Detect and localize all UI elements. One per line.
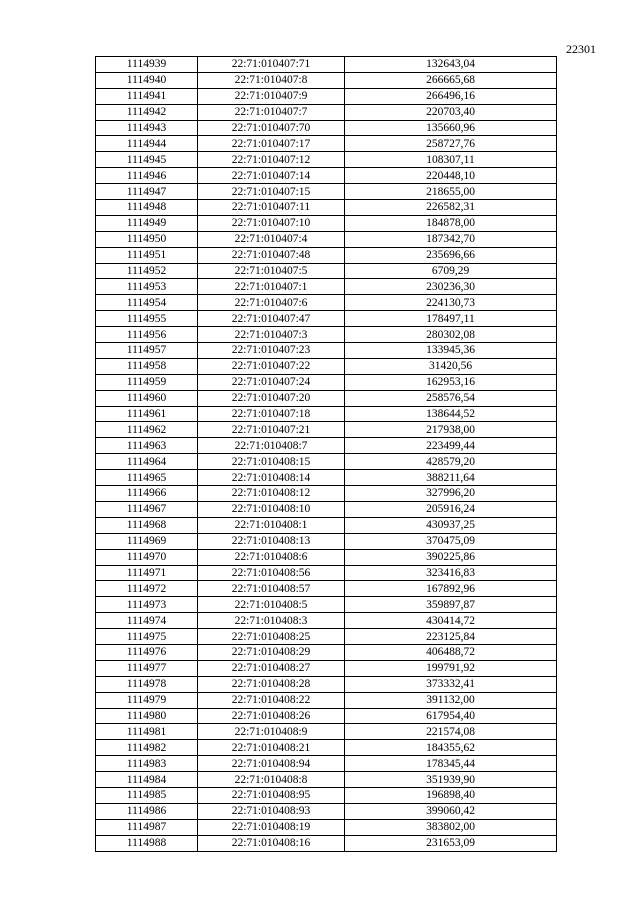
cadastral-number-cell: 22:71:010408:94 [198,756,345,772]
table-row [96,660,557,676]
record-number-cell: 1114974 [96,613,198,629]
value-cell: 221574,08 [345,724,557,740]
value-cell: 220703,40 [345,104,557,120]
record-number-cell: 1114954 [96,295,198,311]
cadastral-number-cell: 22:71:010407:24 [198,374,345,390]
record-number-cell: 1114955 [96,311,198,327]
record-number-cell: 1114986 [96,803,198,819]
table-row [96,438,557,454]
record-number-cell: 1114958 [96,358,198,374]
record-number-cell: 1114952 [96,263,198,279]
value-cell: 135660,96 [345,120,557,136]
table-row [96,692,557,708]
value-cell: 178497,11 [345,311,557,327]
cadastral-number-cell: 22:71:010408:27 [198,660,345,676]
value-cell: 323416,83 [345,565,557,581]
table-row [96,835,557,851]
cadastral-number-cell: 22:71:010408:93 [198,803,345,819]
table-row [96,787,557,803]
value-cell: 220448,10 [345,168,557,184]
cadastral-number-cell: 22:71:010407:22 [198,358,345,374]
value-cell: 373332,41 [345,676,557,692]
cadastral-number-cell: 22:71:010408:22 [198,692,345,708]
value-cell: 231653,09 [345,835,557,851]
record-number-cell: 1114945 [96,152,198,168]
record-number-cell: 1114979 [96,692,198,708]
value-cell: 391132,00 [345,692,557,708]
table-row [96,803,557,819]
cadastral-number-cell: 22:71:010408:6 [198,549,345,565]
table-row [96,374,557,390]
record-number-cell: 1114941 [96,88,198,104]
record-number-cell: 1114959 [96,374,198,390]
cadastral-number-cell: 22:71:010407:18 [198,406,345,422]
record-number-cell: 1114963 [96,438,198,454]
table-row [96,57,557,73]
value-cell: 184878,00 [345,215,557,231]
cadastral-number-cell: 22:71:010407:20 [198,390,345,406]
cadastral-number-cell: 22:71:010407:15 [198,184,345,200]
record-number-cell: 1114943 [96,120,198,136]
table-row [96,406,557,422]
table-row [96,358,557,374]
record-number-cell: 1114939 [96,57,198,73]
record-number-cell: 1114988 [96,835,198,851]
value-cell: 266665,68 [345,72,557,88]
table-row [96,470,557,486]
table-row [96,120,557,136]
table-row [96,152,557,168]
table-row [96,279,557,295]
value-cell: 6709,29 [345,263,557,279]
record-number-cell: 1114987 [96,819,198,835]
table-row [96,613,557,629]
value-cell: 178345,44 [345,756,557,772]
cadastral-number-cell: 22:71:010408:10 [198,501,345,517]
value-cell: 266496,16 [345,88,557,104]
value-cell: 199791,92 [345,660,557,676]
record-number-cell: 1114982 [96,740,198,756]
record-number-cell: 1114969 [96,533,198,549]
cadastral-number-cell: 22:71:010408:95 [198,787,345,803]
cadastral-number-cell: 22:71:010407:17 [198,136,345,152]
cadastral-number-cell: 22:71:010408:29 [198,644,345,660]
value-cell: 280302,08 [345,327,557,343]
cadastral-number-cell: 22:71:010407:10 [198,215,345,231]
table-row [96,644,557,660]
table-row [96,581,557,597]
value-cell: 218655,00 [345,184,557,200]
value-cell: 223499,44 [345,438,557,454]
cadastral-number-cell: 22:71:010407:14 [198,168,345,184]
cadastral-number-cell: 22:71:010408:21 [198,740,345,756]
cadastral-number-cell: 22:71:010408:13 [198,533,345,549]
table-row [96,168,557,184]
table-row [96,676,557,692]
value-cell: 258727,76 [345,136,557,152]
record-number-cell: 1114971 [96,565,198,581]
cadastral-number-cell: 22:71:010408:56 [198,565,345,581]
cadastral-number-cell: 22:71:010407:47 [198,311,345,327]
cadastral-number-cell: 22:71:010408:7 [198,438,345,454]
record-number-cell: 1114967 [96,501,198,517]
value-cell: 359897,87 [345,597,557,613]
table-row [96,184,557,200]
cadastral-number-cell: 22:71:010407:5 [198,263,345,279]
cadastral-number-cell: 22:71:010408:15 [198,454,345,470]
record-number-cell: 1114960 [96,390,198,406]
record-number-cell: 1114985 [96,787,198,803]
record-number-cell: 1114970 [96,549,198,565]
cadastral-number-cell: 22:71:010407:23 [198,343,345,359]
record-number-cell: 1114964 [96,454,198,470]
cadastral-number-cell: 22:71:010408:9 [198,724,345,740]
table-row [96,390,557,406]
table-row [96,724,557,740]
cadastral-number-cell: 22:71:010408:57 [198,581,345,597]
table-row [96,517,557,533]
record-number-cell: 1114962 [96,422,198,438]
record-number-cell: 1114980 [96,708,198,724]
table-row [96,231,557,247]
table-row [96,263,557,279]
value-cell: 196898,40 [345,787,557,803]
cadastral-number-cell: 22:71:010407:3 [198,327,345,343]
table-row [96,311,557,327]
record-number-cell: 1114965 [96,470,198,486]
table-row [96,597,557,613]
cadastral-number-cell: 22:71:010408:16 [198,835,345,851]
cadastral-number-cell: 22:71:010407:48 [198,247,345,263]
value-cell: 167892,96 [345,581,557,597]
record-number-cell: 1114940 [96,72,198,88]
record-number-cell: 1114968 [96,517,198,533]
value-cell: 223125,84 [345,629,557,645]
value-cell: 258576,54 [345,390,557,406]
value-cell: 184355,62 [345,740,557,756]
record-number-cell: 1114953 [96,279,198,295]
record-number-cell: 1114976 [96,644,198,660]
page-number: 22301 [566,42,596,56]
record-number-cell: 1114972 [96,581,198,597]
table-row [96,819,557,835]
value-cell: 217938,00 [345,422,557,438]
cadastral-number-cell: 22:71:010408:28 [198,676,345,692]
value-cell: 428579,20 [345,454,557,470]
table-row [96,136,557,152]
record-number-cell: 1114981 [96,724,198,740]
table-row [96,422,557,438]
table-row [96,215,557,231]
record-number-cell: 1114944 [96,136,198,152]
cadastral-number-cell: 22:71:010407:6 [198,295,345,311]
cadastral-number-cell: 22:71:010408:14 [198,470,345,486]
table-row [96,343,557,359]
cadastral-number-cell: 22:71:010408:12 [198,486,345,502]
record-number-cell: 1114949 [96,215,198,231]
table-row [96,200,557,216]
value-cell: 351939,90 [345,772,557,788]
value-cell: 224130,73 [345,295,557,311]
table-row [96,740,557,756]
table-row [96,88,557,104]
cadastral-number-cell: 22:71:010408:1 [198,517,345,533]
record-number-cell: 1114951 [96,247,198,263]
table-row [96,72,557,88]
cadastral-number-cell: 22:71:010408:8 [198,772,345,788]
value-cell: 388211,64 [345,470,557,486]
table-row [96,533,557,549]
cadastral-number-cell: 22:71:010407:8 [198,72,345,88]
value-cell: 132643,04 [345,57,557,73]
table-row [96,486,557,502]
cadastral-number-cell: 22:71:010408:19 [198,819,345,835]
value-cell: 383802,00 [345,819,557,835]
value-cell: 187342,70 [345,231,557,247]
table-row [96,629,557,645]
record-number-cell: 1114947 [96,184,198,200]
cadastral-number-cell: 22:71:010407:7 [198,104,345,120]
value-cell: 230236,30 [345,279,557,295]
table-row [96,772,557,788]
record-number-cell: 1114950 [96,231,198,247]
table-row [96,565,557,581]
record-number-cell: 1114973 [96,597,198,613]
value-cell: 235696,66 [345,247,557,263]
record-number-cell: 1114978 [96,676,198,692]
cadastral-number-cell: 22:71:010407:11 [198,200,345,216]
value-cell: 205916,24 [345,501,557,517]
value-cell: 430414,72 [345,613,557,629]
value-cell: 31420,56 [345,358,557,374]
value-cell: 327996,20 [345,486,557,502]
cadastral-number-cell: 22:71:010407:9 [198,88,345,104]
record-number-cell: 1114966 [96,486,198,502]
cadastral-number-cell: 22:71:010407:1 [198,279,345,295]
value-cell: 430937,25 [345,517,557,533]
cadastral-number-cell: 22:71:010407:21 [198,422,345,438]
cadastral-number-cell: 22:71:010407:12 [198,152,345,168]
table-row [96,756,557,772]
value-cell: 226582,31 [345,200,557,216]
record-number-cell: 1114942 [96,104,198,120]
table-row [96,104,557,120]
records-table-body [96,57,557,852]
record-number-cell: 1114956 [96,327,198,343]
value-cell: 138644,52 [345,406,557,422]
record-number-cell: 1114977 [96,660,198,676]
record-number-cell: 1114961 [96,406,198,422]
record-number-cell: 1114946 [96,168,198,184]
value-cell: 406488,72 [345,644,557,660]
value-cell: 133945,36 [345,343,557,359]
value-cell: 399060,42 [345,803,557,819]
record-number-cell: 1114957 [96,343,198,359]
table-row [96,501,557,517]
cadastral-number-cell: 22:71:010408:26 [198,708,345,724]
cadastral-number-cell: 22:71:010408:25 [198,629,345,645]
record-number-cell: 1114983 [96,756,198,772]
table-row [96,454,557,470]
record-number-cell: 1114975 [96,629,198,645]
value-cell: 390225,86 [345,549,557,565]
table-row [96,327,557,343]
record-number-cell: 1114984 [96,772,198,788]
value-cell: 162953,16 [345,374,557,390]
table-row [96,708,557,724]
table-row [96,247,557,263]
cadastral-number-cell: 22:71:010407:4 [198,231,345,247]
cadastral-number-cell: 22:71:010408:5 [198,597,345,613]
table-row [96,295,557,311]
records-table [95,56,557,852]
value-cell: 370475,09 [345,533,557,549]
table-row [96,549,557,565]
cadastral-number-cell: 22:71:010407:71 [198,57,345,73]
cadastral-number-cell: 22:71:010408:3 [198,613,345,629]
record-number-cell: 1114948 [96,200,198,216]
value-cell: 108307,11 [345,152,557,168]
cadastral-number-cell: 22:71:010407:70 [198,120,345,136]
value-cell: 617954,40 [345,708,557,724]
